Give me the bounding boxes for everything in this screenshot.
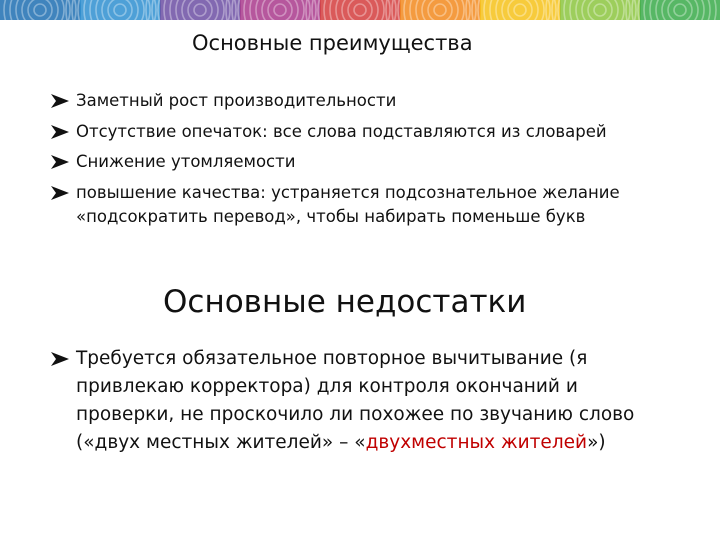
list-item-text: Отсутствие опечаток: все слова подставляются из словарей xyxy=(76,121,607,141)
decorative-header-band xyxy=(0,0,720,20)
arrowhead-bullet-icon xyxy=(50,185,70,201)
list-item xyxy=(48,181,698,230)
arrowhead-bullet-icon xyxy=(50,351,70,367)
list-item-text: Снижение утомляемости xyxy=(76,152,296,171)
list-item-text: Заметный рост производительности xyxy=(76,91,397,110)
disadvantages-list xyxy=(48,345,668,457)
arrowhead-bullet-icon xyxy=(50,93,70,109)
arrowhead-bullet-icon xyxy=(50,124,70,140)
concentric-rings-pattern xyxy=(0,0,720,20)
highlighted-term: двухместных жителей xyxy=(365,432,588,453)
advantages-title: Основные преимущества xyxy=(192,31,473,55)
list-item-text-line-1: Требуется обязательное повторное вычитывание (я xyxy=(76,348,588,369)
list-item-text-line-2: «подсократить перевод», чтобы набирать поменьше букв xyxy=(76,207,586,226)
list-item xyxy=(48,120,698,145)
arrowhead-bullet-icon xyxy=(50,154,70,170)
advantages-list xyxy=(48,89,698,236)
list-item-text-line-2: привлекаю корректора) для контроля окончаний и xyxy=(76,376,578,397)
list-item xyxy=(48,89,698,114)
list-item-text-line-4-end: ») xyxy=(587,432,606,453)
list-item xyxy=(48,345,668,457)
list-item xyxy=(48,150,698,175)
list-item-text-line-3: проверки, не проскочило ли похожее по звучанию слово xyxy=(76,404,635,425)
list-item-text-line-1: повышение качества: устраняется подсознательное желание xyxy=(76,182,620,202)
list-item-text-line-4-start: («двух местных жителей» – « xyxy=(76,432,366,453)
disadvantages-title: Основные недостатки xyxy=(163,284,527,320)
